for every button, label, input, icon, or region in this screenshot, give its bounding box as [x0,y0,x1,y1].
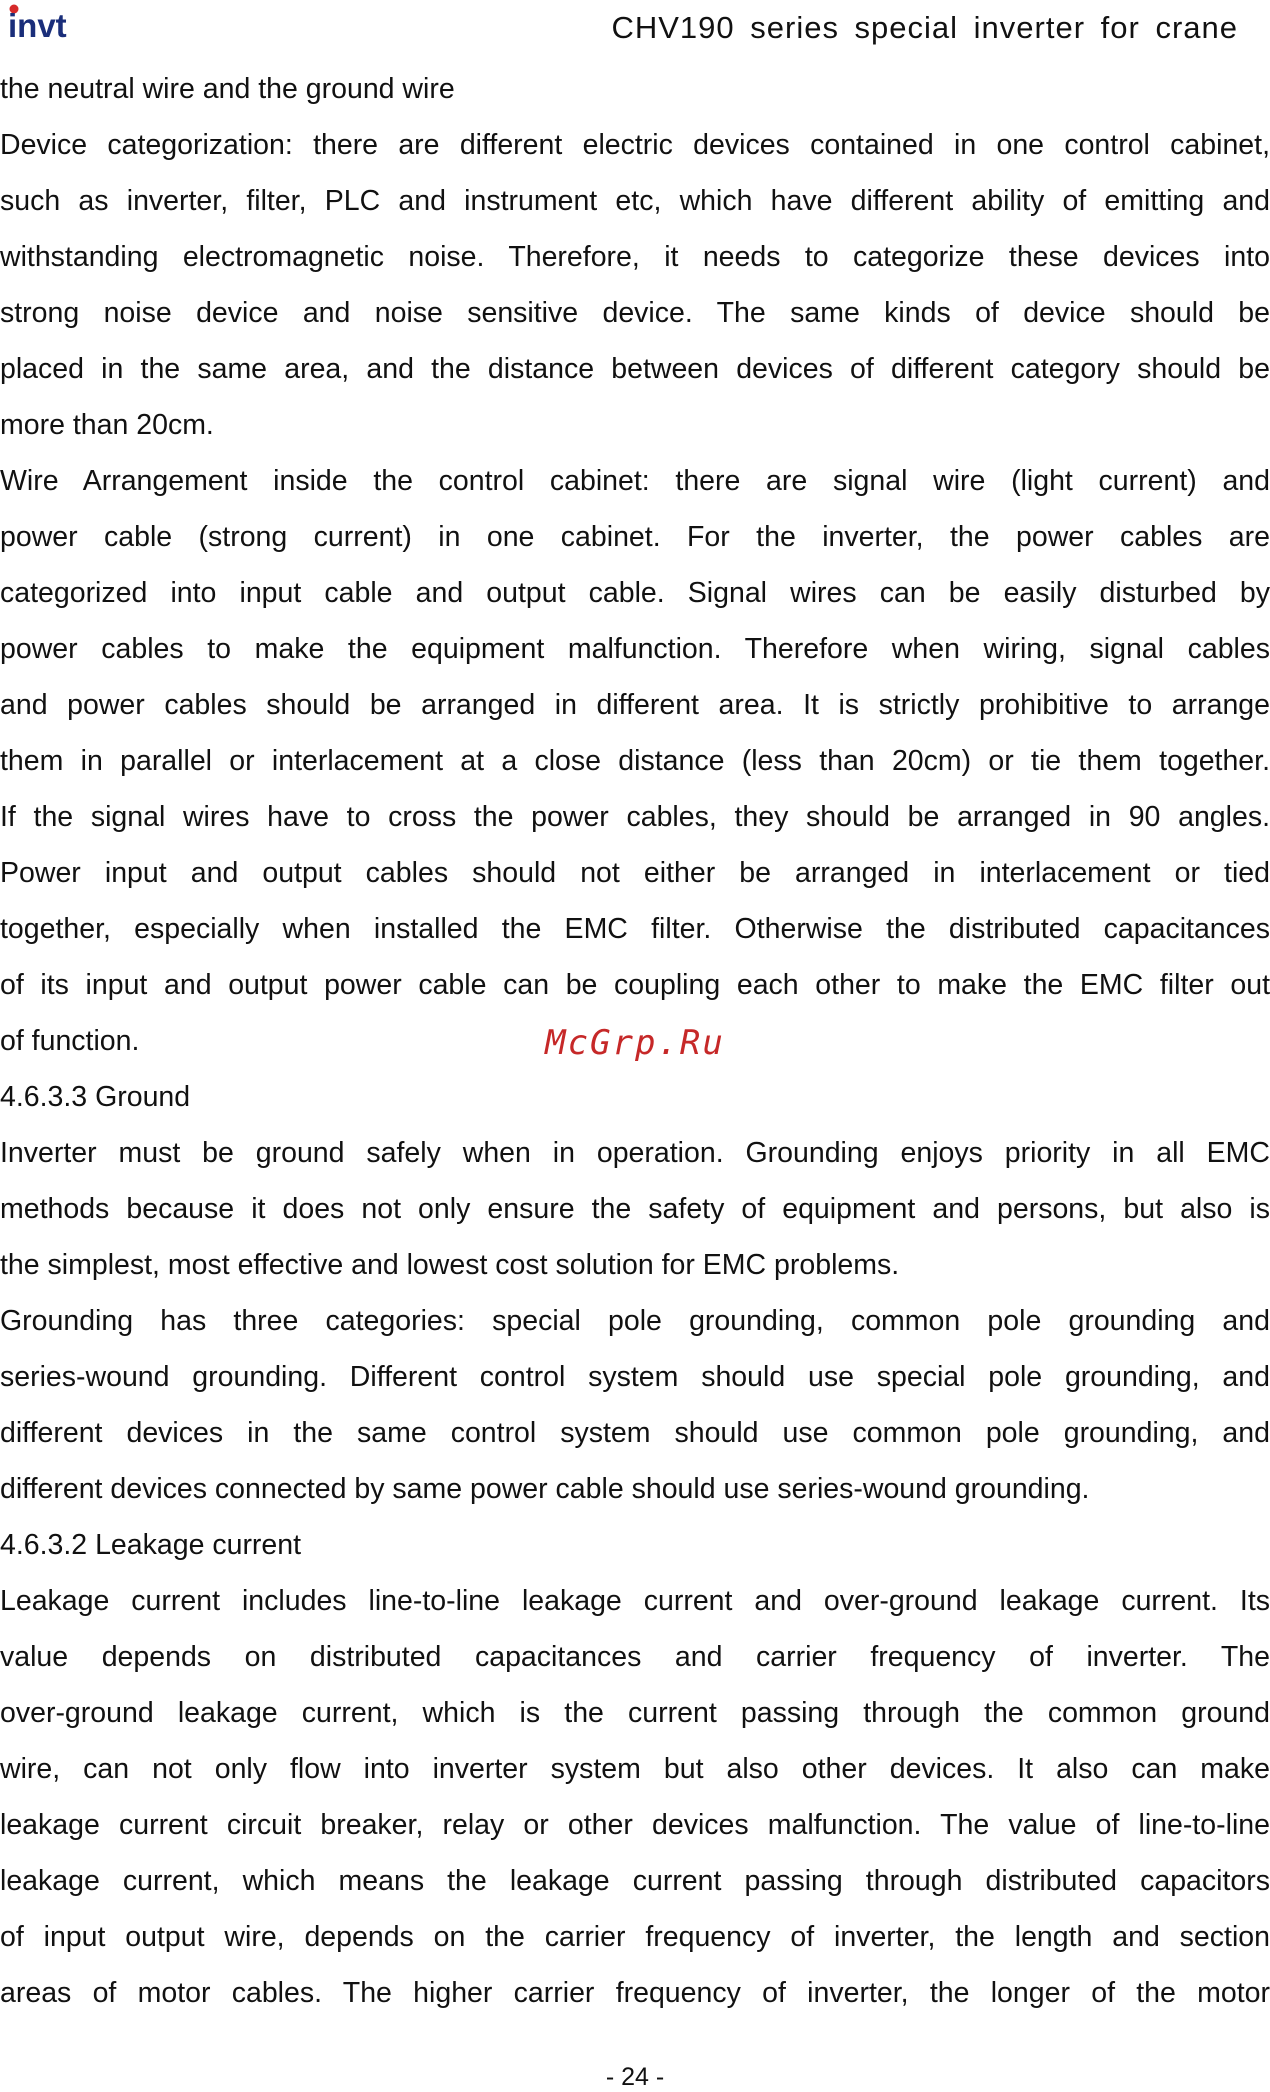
page-header [0,0,1270,56]
text-line: leakage current, which means the leakage current passing through distributed capacitors [0,1865,1270,1897]
text-line: categorized into input cable and output cable. Signal wires can be easily disturbed by [0,577,1270,609]
text-line: 4.6.3.3 Ground [0,1081,191,1113]
text-line: 4.6.3.2 Leakage current [0,1529,302,1561]
text-line: such as inverter, filter, PLC and instrument etc, which have different ability of emitting and [0,185,1270,217]
text-line: different devices connected by same power cable should use series-wound grounding. [0,1473,1090,1505]
invt-logo [8,4,106,44]
text-line: and power cables should be arranged in different area. It is strictly prohibitive to arrange [0,689,1270,721]
watermark: McGrp.Ru [545,1023,725,1063]
text-line: over-ground leakage current, which is the current passing through the common ground [0,1697,1270,1729]
text-line: Grounding has three categories: special pole grounding, common pole grounding and [0,1305,1270,1337]
page-number: - 24 - [605,2063,665,2091]
text-line: strong noise device and noise sensitive device. The same kinds of device should be [0,297,1270,329]
text-line: them in parallel or interlacement at a close distance (less than 20cm) or tie them together. [0,745,1270,777]
text-line: of function. [0,1025,140,1057]
text-line: placed in the same area, and the distance between devices of different category should be [0,353,1270,385]
text-line: power cable (strong current) in one cabinet. For the inverter, the power cables are [0,521,1270,553]
text-line: leakage current circuit breaker, relay or other devices malfunction. The value of line-to-line [0,1809,1270,1841]
text-line: wire, can not only flow into inverter system but also other devices. It also can make [0,1753,1270,1785]
text-line: If the signal wires have to cross the power cables, they should be arranged in 90 angles. [0,801,1270,833]
text-line: methods because it does not only ensure the safety of equipment and persons, but also is [0,1193,1270,1225]
text-line: different devices in the same control system should use common pole grounding, and [0,1417,1270,1449]
text-line: series-wound grounding. Different control system should use special pole grounding, and [0,1361,1270,1393]
text-line: Device categorization: there are different electric devices contained in one control cabinet, [0,129,1270,161]
text-line: together, especially when installed the EMC filter. Otherwise the distributed capacitances [0,913,1270,945]
text-line: power cables to make the equipment malfunction. Therefore when wiring, signal cables [0,633,1270,665]
text-line: more than 20cm. [0,409,214,441]
text-line: Power input and output cables should not either be arranged in interlacement or tied [0,857,1270,889]
text-line: areas of motor cables. The higher carrier frequency of inverter, the longer of the motor [0,1977,1270,2009]
text-line: of its input and output power cable can be coupling each other to make the EMC filter out [0,969,1270,1001]
text-line: value depends on distributed capacitances and carrier frequency of inverter. The [0,1641,1270,1673]
text-line: the neutral wire and the ground wire [0,73,455,105]
text-line: Wire Arrangement inside the control cabinet: there are signal wire (light current) and [0,465,1270,497]
text-line: the simplest, most effective and lowest cost solution for EMC problems. [0,1249,900,1281]
text-line: of input output wire, depends on the carrier frequency of inverter, the length and section [0,1921,1270,1953]
text-line: Inverter must be ground safely when in operation. Grounding enjoys priority in all EMC [0,1137,1270,1169]
text-line: Leakage current includes line-to-line leakage current and over-ground leakage current. Its [0,1585,1270,1617]
document-title: CHV190 series special inverter for crane [611,10,1238,45]
text-line: withstanding electromagnetic noise. Therefore, it needs to categorize these devices into [0,241,1270,273]
svg-text:invt: invt [8,7,67,44]
